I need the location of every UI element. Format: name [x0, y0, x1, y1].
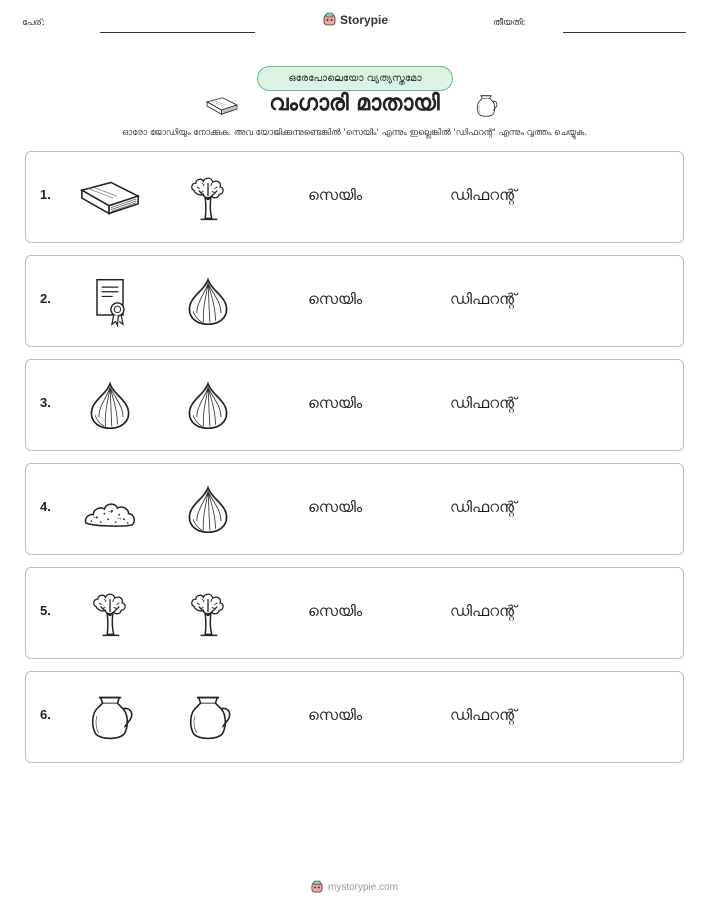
item-number: 4. — [40, 499, 51, 514]
seed-icon — [178, 276, 238, 328]
tree-icon — [178, 588, 238, 640]
item-number: 1. — [40, 187, 51, 202]
date-label: തീയതി: — [493, 18, 526, 28]
exercise-row — [25, 463, 684, 555]
worksheet-type-badge: ഒരേപോലെയോ വ്യത്യസ്തമോ — [257, 66, 453, 91]
item-number: 6. — [40, 707, 51, 722]
exercise-row — [25, 567, 684, 659]
page-title: വംഗാരി മാതായി — [269, 91, 440, 116]
jug-icon — [472, 91, 500, 121]
jug-icon — [78, 692, 142, 744]
option-different[interactable]: ഡിഫറന്റ് — [450, 290, 517, 308]
storypie-mascot-icon — [311, 880, 323, 894]
instructions: ഓരോ ജോഡിയും നോക്കുക. അവ യോജിക്കുന്നുണ്ടെങ്കിൽ 'സെയിം' എന്നും ഇല്ലെങ്കിൽ 'ഡിഫറന്റ്' എന്നും വൃത്തം ചെയ്യുക. — [122, 128, 587, 138]
tree-icon — [178, 172, 238, 224]
footer — [0, 880, 709, 894]
brand-name: Storypie — [340, 12, 389, 27]
seed-icon — [178, 484, 238, 536]
option-different[interactable]: ഡിഫറന്റ് — [450, 706, 517, 724]
soil-icon — [78, 484, 142, 536]
seed-icon — [178, 380, 238, 432]
item-number: 5. — [40, 603, 51, 618]
book-icon — [78, 172, 142, 224]
date-field-line[interactable] — [563, 32, 686, 33]
tree-icon — [78, 588, 142, 640]
exercise-row — [25, 151, 684, 243]
name-field-line[interactable] — [100, 32, 255, 33]
name-label: പേര്: — [22, 18, 45, 28]
exercise-row — [25, 359, 684, 451]
option-same[interactable]: സെയിം — [308, 290, 363, 308]
option-same[interactable]: സെയിം — [308, 498, 363, 516]
item-number: 2. — [40, 291, 51, 306]
option-different[interactable]: ഡിഫറന്റ് — [450, 498, 517, 516]
seed-icon — [78, 380, 142, 432]
option-same[interactable]: സെയിം — [308, 706, 363, 724]
certificate-icon — [78, 276, 142, 328]
brand-logo — [323, 12, 388, 27]
jug-icon — [178, 692, 238, 744]
item-number: 3. — [40, 395, 51, 410]
option-different[interactable]: ഡിഫറന്റ് — [450, 602, 517, 620]
option-same[interactable]: സെയിം — [308, 602, 363, 620]
option-same[interactable]: സെയിം — [308, 394, 363, 412]
storypie-mascot-icon — [323, 12, 336, 27]
title-row — [0, 91, 709, 123]
footer-url: mystorypie.com — [327, 881, 398, 893]
exercise-row — [25, 255, 684, 347]
option-different[interactable]: ഡിഫറന്റ് — [450, 394, 517, 412]
exercise-row — [25, 671, 684, 763]
option-different[interactable]: ഡിഫറന്റ് — [450, 186, 517, 204]
option-same[interactable]: സെയിം — [308, 186, 363, 204]
